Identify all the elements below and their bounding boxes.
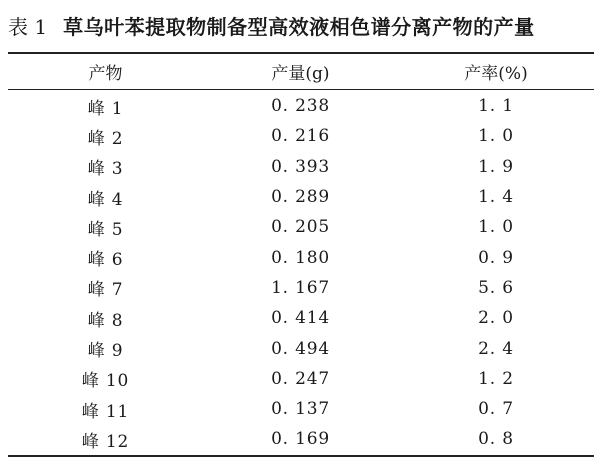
yield-percent-cell: 2. 0 [478, 308, 514, 329]
product-cell: 峰 6 [87, 250, 124, 271]
bottom-rule [8, 455, 594, 457]
table-number: 表 1 [8, 15, 48, 39]
table-caption [8, 10, 596, 44]
yield-percent-cell: 0. 8 [478, 429, 514, 450]
product-cell: 峰 11 [81, 401, 130, 422]
yield-g-cell: 0. 137 [271, 399, 330, 420]
yield-table [8, 54, 594, 455]
table-row [8, 121, 594, 151]
product-cell: 峰 9 [87, 341, 124, 362]
yield-percent-cell: 0. 9 [478, 247, 514, 268]
table-row [8, 182, 594, 212]
product-cell: 峰 10 [81, 371, 130, 392]
product-cell: 峰 12 [81, 431, 130, 452]
yield-g-cell: 0. 169 [271, 429, 330, 450]
yield-g-cell: 0. 414 [271, 308, 330, 329]
table-row [8, 303, 594, 333]
yield-g-cell: 0. 205 [271, 217, 330, 238]
yield-g-cell: 0. 216 [271, 126, 330, 147]
yield-g-cell: 0. 238 [271, 96, 330, 117]
table-title: 草乌叶苯提取物制备型高效液相色谱分离产物的产量 [63, 15, 535, 39]
header-row [8, 54, 594, 89]
yield-percent-cell: 2. 4 [478, 338, 514, 359]
yield-percent-cell: 5. 6 [478, 277, 514, 298]
yield-percent-cell: 1. 0 [478, 217, 514, 238]
yield-percent-cell: 1. 9 [478, 156, 514, 177]
table-row [8, 152, 594, 182]
table-row [8, 424, 594, 454]
yield-percent-cell: 0. 7 [478, 399, 514, 420]
table-row [8, 394, 594, 424]
yield-g-cell: 0. 393 [271, 156, 330, 177]
table-row [8, 242, 594, 272]
yield-g-cell: 0. 494 [271, 338, 330, 359]
yield-g-cell: 0. 289 [271, 187, 330, 208]
yield-g-cell: 1. 167 [271, 277, 330, 298]
table-row [8, 333, 594, 363]
product-cell: 峰 8 [87, 310, 124, 331]
product-cell: 峰 2 [87, 128, 124, 149]
table-row [8, 89, 594, 121]
header-product: 产物 [88, 64, 123, 84]
table-row [8, 273, 594, 303]
header-yield-percent: 产率(%) [464, 64, 528, 84]
product-cell: 峰 3 [87, 159, 124, 180]
header-yield-g: 产量(g) [271, 64, 330, 84]
table-row [8, 364, 594, 394]
yield-g-cell: 0. 247 [271, 368, 330, 389]
yield-g-cell: 0. 180 [271, 247, 330, 268]
yield-percent-cell: 1. 1 [478, 96, 514, 117]
product-cell: 峰 4 [87, 189, 124, 210]
table-row [8, 212, 594, 242]
yield-percent-cell: 1. 4 [478, 187, 514, 208]
product-cell: 峰 5 [87, 219, 124, 240]
yield-percent-cell: 1. 0 [478, 126, 514, 147]
product-cell: 峰 1 [87, 98, 124, 119]
yield-percent-cell: 1. 2 [478, 368, 514, 389]
product-cell: 峰 7 [87, 280, 124, 301]
